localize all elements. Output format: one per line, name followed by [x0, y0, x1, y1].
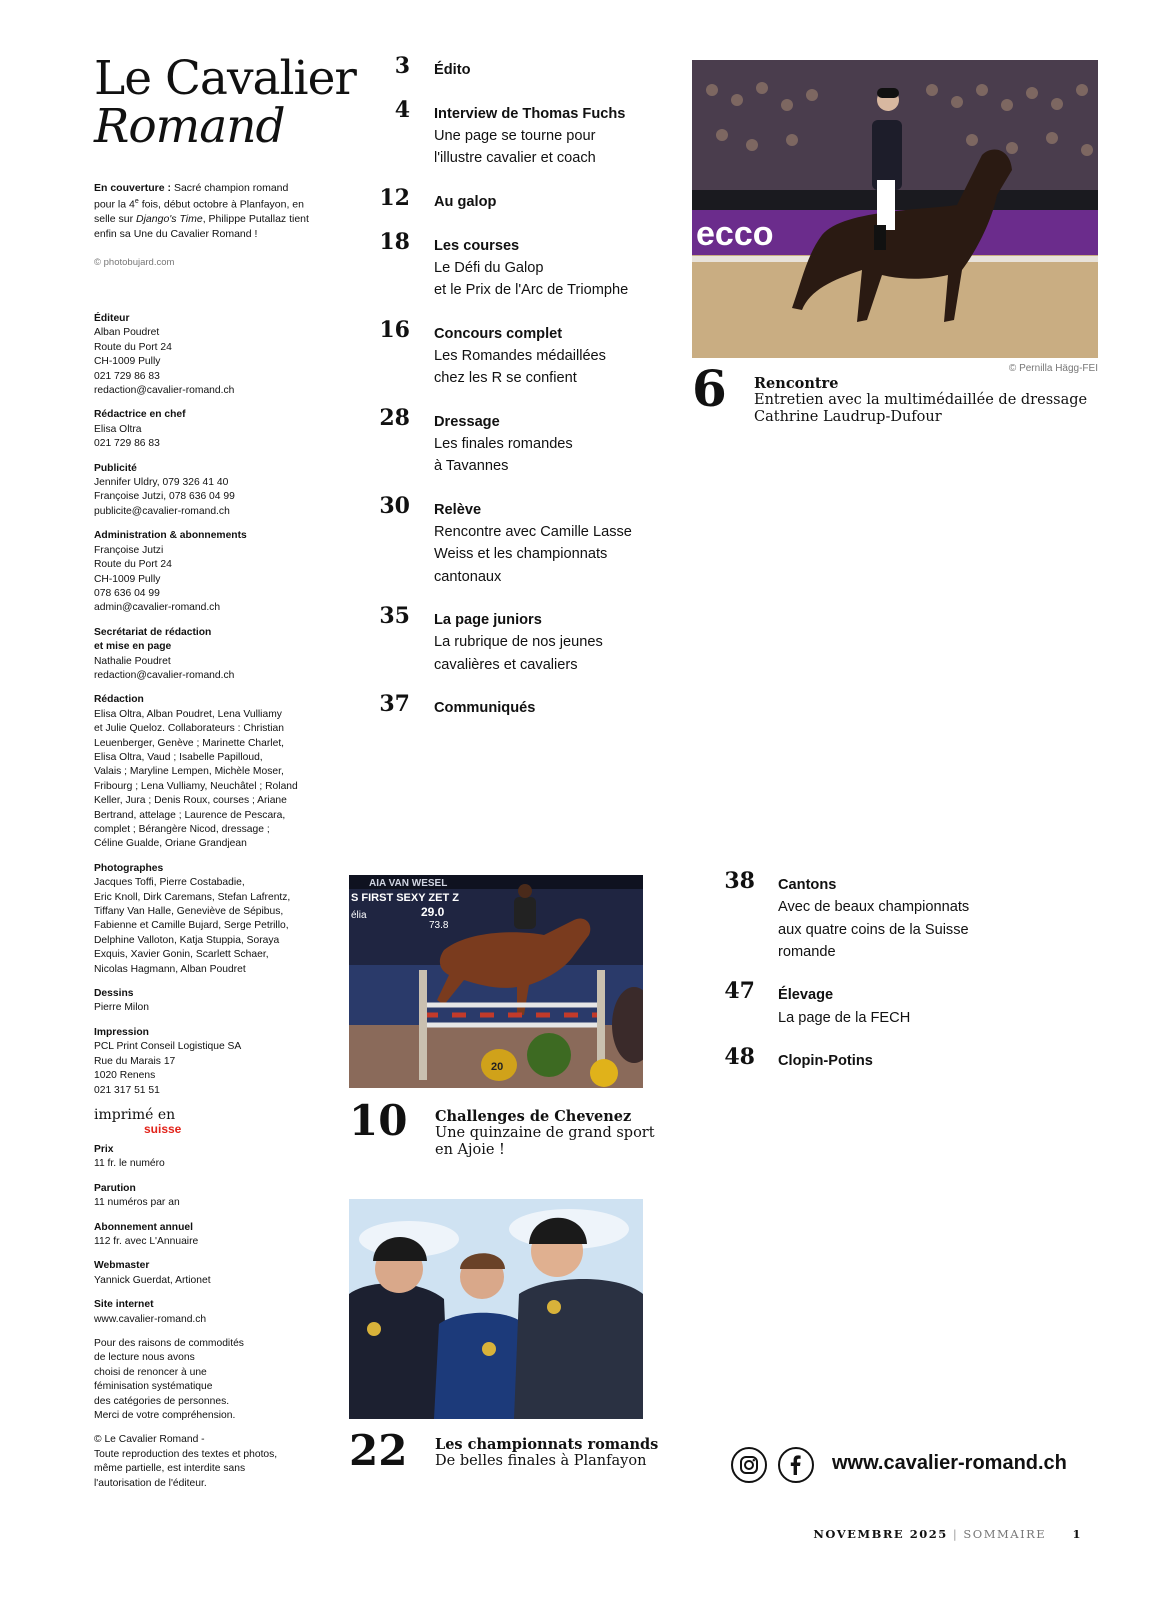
notice-line: Pour des raisons de commodités [94, 1337, 244, 1349]
imprint-title: Site internet [94, 1299, 154, 1311]
toc-entry-line: Avec de beaux championnats [778, 899, 970, 916]
imprint-block [94, 462, 324, 520]
imprint-block [94, 1143, 324, 1172]
feature-6-caption [754, 375, 1087, 426]
jumping-photo [349, 875, 643, 1088]
toc-entry-line: cantonaux [434, 568, 502, 585]
imprint-title: Abonnement annuel [94, 1221, 193, 1233]
imprint-line: 021 729 86 83 [94, 370, 160, 382]
toc-page-number[interactable]: 38 [724, 868, 755, 894]
cover-text-c: , Philippe Putallaz tient enfin sa Une du Cavalier Romand ! [94, 213, 309, 240]
toc-entry-title: Les courses [434, 237, 520, 254]
toc-page-number[interactable]: 16 [379, 316, 410, 343]
feature-22-line1: De belles finales à Planfayon [435, 1453, 647, 1469]
imprint-line: Eric Knoll, Dirk Caremans, Stefan Lafrentz, [94, 891, 291, 903]
toc-entry-title: Élevage [778, 987, 834, 1004]
copyright-line: l'autorisation de l'éditeur. [94, 1477, 207, 1489]
imprint-title: Prix [94, 1143, 114, 1155]
imprint-line: Jennifer Uldry, 079 326 41 40 [94, 477, 229, 489]
toc-entry-title: La page juniors [434, 612, 542, 629]
imprint-line: complet ; Bérangère Nicod, dressage ; [94, 824, 270, 835]
imprint-line: Keller, Jura ; Denis Roux, courses ; Ariane [94, 795, 287, 807]
cover-horse: Django's Time [136, 213, 203, 226]
imprint-line: Françoise Jutzi, 078 636 04 99 [94, 491, 235, 503]
imprint-line: Nathalie Poudret [94, 655, 171, 667]
feature-22-caption [435, 1436, 658, 1470]
cover-sup: e [134, 198, 139, 206]
toc-entry-line: Les finales romandes [434, 435, 573, 452]
imprint-title: Impression [94, 1026, 149, 1038]
imprint-title: Publicité [94, 462, 137, 474]
toc-entry-line: à Tavannes [434, 458, 509, 475]
imprint-block [94, 626, 324, 684]
feature-10-number: 10 [349, 1096, 408, 1145]
imprint-line: Jacques Toffi, Pierre Costabadie, [94, 877, 245, 889]
imprint-block [94, 312, 324, 398]
imprint-line: Céline Gualde, Oriane Grandjean [94, 838, 247, 850]
imprint-block [94, 1182, 324, 1211]
imprint-line: Valais ; Maryline Lempen, Michèle Moser, [94, 766, 284, 778]
toc-entry-line: cavalières et cavaliers [434, 656, 578, 673]
imprint-line: publicite@cavalier-romand.ch [94, 505, 230, 517]
dressage-photo-credit: © Pernilla Hägg-FEI [1008, 363, 1098, 374]
toc-entry[interactable] [778, 984, 1008, 1029]
cover-label: En couverture : [94, 182, 172, 194]
imprint-block [94, 408, 324, 451]
imprint-line: 021 729 86 83 [94, 438, 160, 450]
toc-entry-title: Dressage [434, 413, 500, 430]
imprint-line: Elisa Oltra, Vaud ; Isabelle Papilloud, [94, 751, 263, 763]
imprint-line: 078 636 04 99 [94, 587, 160, 599]
imprime-word2: suisse [144, 1121, 182, 1136]
imprint-line: admin@cavalier-romand.ch [94, 602, 221, 614]
feature-10-line1: Une quinzaine de grand sport [435, 1125, 655, 1141]
imprint-title: Administration & abonnements [94, 530, 247, 542]
imprint-block [94, 987, 324, 1016]
imprint-line: Fribourg ; Lena Vulliamy, Neuchâtel ; Roland [94, 780, 298, 792]
imprint-line: Fabienne et Camille Bujard, Serge Petrillo, [94, 920, 289, 932]
imprint-line: 11 numéros par an [94, 1197, 180, 1209]
imprint-block [94, 529, 324, 615]
notice-line: de lecture nous avons [94, 1352, 195, 1364]
feature-6-title: Rencontre [754, 375, 839, 392]
toc-entry[interactable] [434, 235, 659, 302]
imprint-line: Elisa Oltra, Alban Poudret, Lena Vulliamy [94, 708, 282, 720]
masthead-line2: Romand [94, 99, 285, 154]
toc-entry-line: La page de la FECH [778, 1009, 911, 1026]
imprint-line: www.cavalier-romand.ch [94, 1313, 207, 1325]
toc-entry[interactable] [434, 411, 659, 478]
imprint-title: et mise en page [94, 641, 172, 653]
toc-entry[interactable] [434, 59, 659, 81]
toc-entry-line: romande [778, 943, 836, 960]
copyright-line: © Le Cavalier Romand - [94, 1434, 205, 1446]
imprint-line: Yannick Guerdat, Artionet [94, 1274, 211, 1286]
imprint-title: Parution [94, 1182, 136, 1194]
imprint-block [94, 1221, 324, 1250]
imprint-line: Route du Port 24 [94, 559, 172, 571]
masthead-line1: Le Cavalier [94, 51, 356, 106]
notice-line: des catégories de personnes. [94, 1395, 230, 1407]
copyright-line: même partielle, est interdite sans [94, 1463, 246, 1475]
copyright-notice [94, 1433, 324, 1491]
imprint-line: redaction@cavalier-romand.ch [94, 669, 235, 681]
copyright-line: Toute reproduction des textes et photos, [94, 1448, 278, 1460]
toc-entry-title: Concours complet [434, 325, 563, 342]
feature-10-line2: en Ajoie ! [435, 1142, 505, 1158]
footer-separator: | [952, 1527, 959, 1541]
website-url[interactable]: www.cavalier-romand.ch [832, 1452, 1067, 1474]
imprint-column [94, 312, 324, 1501]
toc-page-number[interactable]: 12 [379, 184, 410, 211]
dressage-photo [692, 60, 1098, 358]
board-line3: 73.8 [429, 920, 449, 931]
toc-entry[interactable] [434, 499, 659, 588]
cover-note [94, 181, 309, 241]
toc-entry[interactable] [778, 874, 1008, 963]
footer-month: NOVEMBRE 2025 [813, 1527, 948, 1541]
toc-entry-title: Clopin-Potins [778, 1053, 873, 1070]
toc-entry[interactable] [778, 1050, 1008, 1072]
toc-entry[interactable] [434, 609, 659, 676]
toc-page-number[interactable]: 18 [379, 228, 410, 255]
facebook-icon[interactable] [778, 1447, 814, 1483]
toc-page-number[interactable]: 4 [394, 96, 410, 123]
imprint-line: CH-1009 Pully [94, 356, 161, 368]
toc-page-number[interactable]: 48 [724, 1044, 755, 1071]
imprint-title: Secrétariat de rédaction [94, 626, 212, 638]
toc-entry[interactable] [434, 191, 659, 213]
imprint-line: et Julie Queloz. Collaborateurs : Christian [94, 723, 285, 735]
feature-6-line2: Cathrine Laudrup-Dufour [754, 409, 942, 425]
toc-page-number[interactable]: 3 [394, 53, 410, 79]
imprint-title: Dessins [94, 988, 134, 1000]
cover-text-b: fois, début octobre à Planfayon, en selle sur [94, 198, 304, 226]
toc-entry-title: Interview de Thomas Fuchs [434, 105, 626, 122]
imprint-line: Route du Port 24 [94, 341, 172, 353]
imprint-line: 021 317 51 51 [94, 1084, 160, 1096]
banner-text: ecco [696, 215, 774, 253]
imprime-word1: imprimé en [94, 1106, 176, 1123]
imprint-title: Webmaster [94, 1260, 150, 1272]
imprint-line: Françoise Jutzi [94, 544, 164, 556]
footer-section: SOMMAIRE [963, 1527, 1047, 1541]
imprint-line: 11 fr. le numéro [94, 1158, 165, 1170]
feature-6-line1: Entretien avec la multimédaillée de dressage [754, 392, 1088, 408]
imprint-line: Alban Poudret [94, 327, 160, 339]
imprint-title: Éditeur [94, 313, 130, 324]
feature-10-title: Challenges de Chevenez [435, 1108, 632, 1125]
toc-entry-line: Les Romandes médaillées [434, 347, 606, 364]
notice-line: féminisation systématique [94, 1381, 213, 1393]
imprint-line: Nicolas Hagmann, Alban Poudret [94, 963, 246, 975]
board-line2: 29.0 [421, 905, 445, 919]
jump-number: 20 [491, 1061, 504, 1073]
toc-entry-line: aux quatre coins de la Suisse [778, 921, 969, 938]
toc-entry[interactable] [434, 103, 659, 170]
imprint-line: Exquis, Xavier Gonin, Scarlett Schaer, [94, 949, 269, 961]
imprint-block [94, 1026, 324, 1098]
board-line1: S FIRST SEXY ZET Z [351, 892, 459, 904]
imprint-title: Rédactrice en chef [94, 409, 186, 421]
notice-line: choisi de renoncer à une [94, 1366, 207, 1378]
feature-22-number: 22 [349, 1426, 408, 1475]
toc-entry-line: l'illustre cavalier et coach [434, 150, 596, 167]
imprime-en-suisse-logo [94, 1108, 324, 1135]
imprint-line: Rue du Marais 17 [94, 1055, 176, 1067]
toc-entry-line: chez les R se confient [434, 370, 577, 387]
feature-10-caption [435, 1108, 655, 1159]
imprint-line: Elisa Oltra [94, 423, 142, 435]
cover-credit: © photobujard.com [94, 257, 175, 268]
toc-entry-line: Une page se tourne pour [434, 127, 596, 144]
toc-page-number[interactable]: 28 [379, 404, 410, 431]
imprint-line: CH-1009 Pully [94, 573, 161, 585]
toc-page-number[interactable]: 47 [724, 978, 755, 1005]
toc-entry-title: Relève [434, 501, 482, 518]
imprint-line: redaction@cavalier-romand.ch [94, 385, 235, 397]
toc-page-number[interactable]: 37 [379, 691, 410, 718]
board-top: AIA VAN WESEL [369, 878, 448, 889]
imprint-line: Tiffany Van Halle, Geneviève de Sépibus, [94, 906, 284, 918]
toc-entry-line: La rubrique de nos jeunes [434, 634, 603, 651]
toc-entry-title: Au galop [434, 193, 497, 210]
champions-photo [349, 1199, 643, 1419]
imprint-line: 1020 Renens [94, 1070, 156, 1082]
footer-page-number: 1 [1072, 1527, 1082, 1541]
imprint-block [94, 862, 324, 977]
cover-text-a: Sacré champion romand pour la 4 [94, 182, 289, 211]
toc-entry-line: Le Défi du Galop [434, 259, 544, 276]
feature-22-title: Les championnats romands [435, 1436, 659, 1453]
imprint-block [94, 1298, 324, 1327]
readability-notice [94, 1337, 324, 1423]
instagram-icon[interactable] [731, 1447, 767, 1483]
imprint-title: Rédaction [94, 694, 144, 706]
imprint-title: Photographes [94, 862, 164, 874]
imprint-line: Delphine Valloton, Katja Stuppia, Soraya [94, 934, 280, 946]
imprint-line: PCL Print Conseil Logistique SA [94, 1041, 242, 1053]
page-footer [813, 1527, 1082, 1541]
toc-entry[interactable] [434, 323, 659, 390]
toc-entry-line: Weiss et les championnats [434, 546, 608, 563]
imprint-line: 112 fr. avec L'Annuaire [94, 1235, 199, 1247]
imprint-block [94, 1259, 324, 1288]
toc-entry[interactable] [434, 697, 659, 719]
toc-page-number[interactable]: 30 [379, 492, 410, 519]
toc-entry-title: Cantons [778, 877, 837, 893]
toc-entry-title: Édito [434, 62, 471, 78]
imprint-line: Bertrand, attelage ; Laurence de Pescara, [94, 809, 286, 821]
toc-entry-line: et le Prix de l'Arc de Triomphe [434, 282, 629, 299]
toc-entry-line: Rencontre avec Camille Lasse [434, 524, 632, 541]
board-name: élia [351, 910, 367, 921]
toc-page-number[interactable]: 35 [379, 603, 410, 630]
notice-line: Merci de votre compréhension. [94, 1410, 236, 1421]
feature-6-number: 6 [692, 359, 727, 418]
toc-entry-title: Communiqués [434, 700, 536, 717]
imprint-line: Leuenberger, Genève ; Marinette Charlet, [94, 737, 285, 749]
imprint-block [94, 693, 324, 851]
imprint-line: Pierre Milon [94, 1002, 149, 1014]
